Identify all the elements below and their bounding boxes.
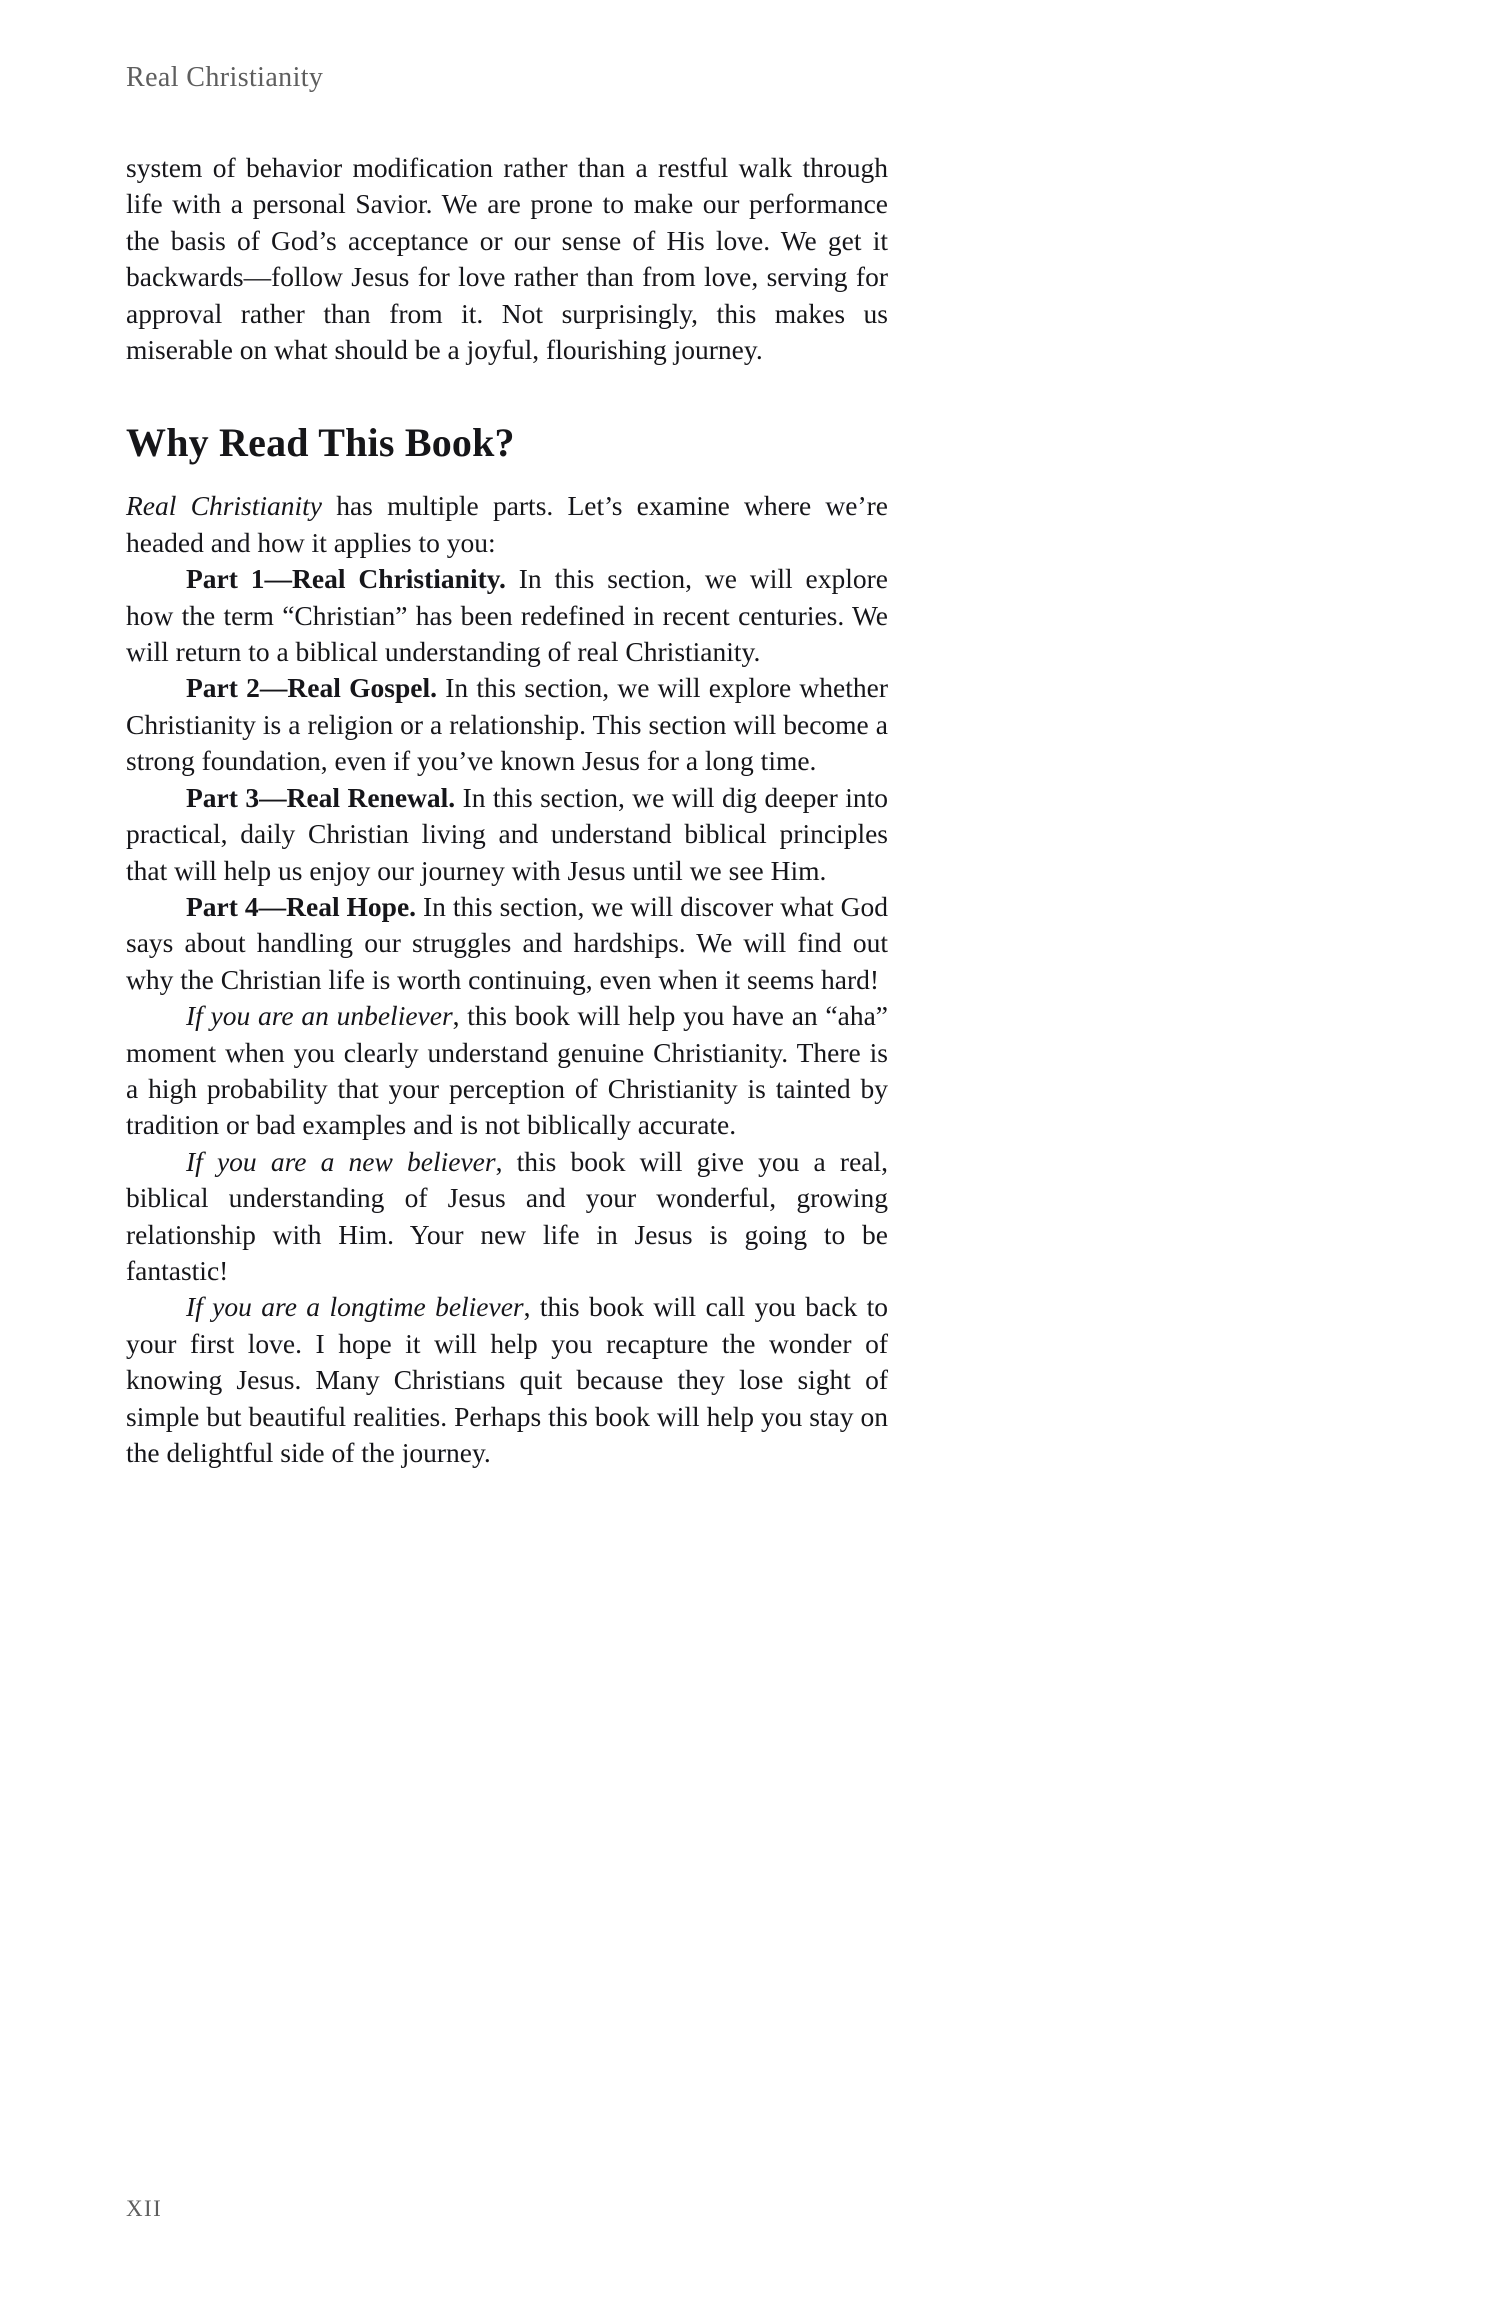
part-2-label: Part 2—Real Gospel.	[186, 672, 437, 704]
part-3-paragraph	[126, 780, 888, 889]
audience-unbeliever-lead: If you are an unbeliever	[186, 1000, 453, 1032]
section-heading-wrap	[126, 420, 888, 466]
audience-new-believer-text: , this book will give you a real, biblical understanding of Jesus and your wonderful, growing relationship with Him. Your new life in Jesus is going to be fantastic!	[126, 1145, 889, 1286]
audience-longtime-believer-lead: If you are a longtime believer	[186, 1291, 524, 1323]
section-intro-rest: has multiple parts. Let’s examine where we’re headed and how it applies to you:	[126, 490, 888, 558]
part-2-text: In this section, we will explore whether Christianity is a religion or a relationship. This section will become a strong foundation, even if you’ve known Jesus for a long time.	[126, 672, 888, 777]
audience-longtime-believer-paragraph	[126, 1289, 888, 1471]
audience-unbeliever-paragraph	[126, 998, 888, 1144]
audience-longtime-believer-text: , this book will call you back to your first love. I hope it will help you recapture the wonder of knowing Jesus. Many Christians quit because they lose sight of simple but beautiful realities. Perhaps this book will help you stay on the delightful side of the journey.	[126, 1291, 888, 1468]
opening-paragraph	[126, 150, 888, 368]
section-heading: Why Read This Book?	[126, 420, 515, 466]
opening-paragraph-text: system of behavior modification rather than a restful walk through life with a personal Savior. We are prone to make our performance the basis of God’s acceptance or our sense of His love. We get it backwards—follow Jesus for love rather than from love, serving for approval rather than from it. Not surprisingly, this makes us miserable on what should be a joyful, flourishing journey.	[126, 152, 888, 366]
page-number: XII	[126, 2196, 163, 2221]
part-3-label: Part 3—Real Renewal.	[186, 781, 456, 813]
part-3-text: In this section, we will dig deeper into practical, daily Christian living and understand biblical principles that will help us enjoy our journey with Jesus until we see Him.	[126, 781, 888, 886]
part-4-label: Part 4—Real Hope.	[186, 890, 417, 922]
part-1-text: In this section, we will explore how the term “Christian” has been redefined in recent centuries. We will return to a biblical understanding of real Christianity.	[126, 563, 888, 668]
audience-new-believer-lead: If you are a new believer	[186, 1145, 496, 1177]
audience-unbeliever-text: , this book will help you have an “aha” moment when you clearly understand genuine Christianity. There is a high probability that your perception of Christianity is tainted by tradition or bad examples and is not biblically accurate.	[126, 1000, 888, 1141]
part-4-paragraph	[126, 889, 888, 998]
part-2-paragraph	[126, 670, 888, 779]
part-1-paragraph	[126, 561, 888, 670]
part-1-label: Part 1—Real Christianity.	[186, 563, 506, 595]
section-intro-title: Real Christianity	[126, 490, 323, 522]
text-block	[126, 150, 888, 1471]
audience-new-believer-paragraph	[126, 1144, 888, 1290]
part-4-text: In this section, we will discover what God says about handling our struggles and hardships. We will find out why the Christian life is worth continuing, even when it seems hard!	[126, 890, 888, 995]
section-intro-paragraph	[126, 488, 888, 561]
running-head: Real Christianity	[126, 62, 324, 93]
